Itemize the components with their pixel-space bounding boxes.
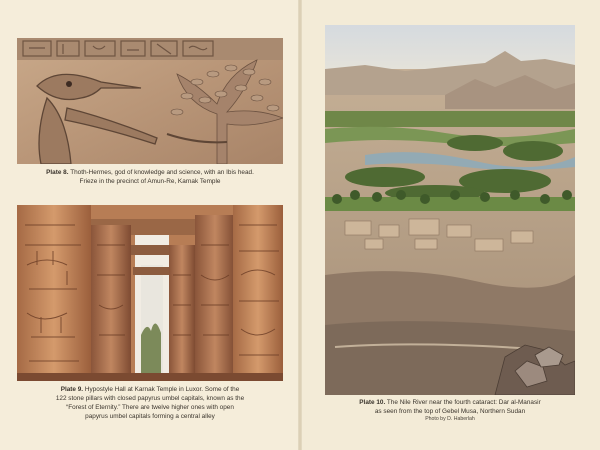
plate-9-image bbox=[17, 205, 283, 381]
book-gutter bbox=[298, 0, 302, 450]
plate-10-image bbox=[325, 25, 575, 395]
plate-8-caption bbox=[17, 168, 283, 186]
plate-9-line3: “Forest of Eternity.” There are twelve higher ones with open bbox=[66, 404, 234, 411]
plate-9-line2: 122 stone pillars with closed papyrus umbel capitals, known as the bbox=[55, 395, 245, 402]
plate-8-text: Thoth-Hermes, god of knowledge and science, with an Ibis head. bbox=[70, 169, 254, 176]
plate-10-credit: Photo by D. Haberlah bbox=[425, 416, 475, 422]
plate-10-text: The Nile River near the fourth cataract: Dar al-Manasir bbox=[386, 399, 541, 406]
plate-9-number: Plate 9. bbox=[60, 386, 84, 393]
plate-10-caption bbox=[320, 398, 580, 423]
plate-9-line4: papyrus umbel capitals forming a central alley bbox=[85, 413, 215, 420]
plate-8-number: Plate 8. bbox=[46, 169, 69, 176]
plate-8-line2: Frieze in the precinct of Amun-Re, Karnak Temple bbox=[79, 178, 221, 185]
plate-9-text: Hypostyle Hall at Karnak Temple in Luxor. Some of the bbox=[84, 386, 240, 393]
plate-9-caption bbox=[25, 385, 275, 421]
plate-8-image bbox=[17, 38, 283, 164]
plate-10-line2: as seen from the top of Gebel Musa, Northern Sudan bbox=[374, 408, 526, 415]
plate-10-number: Plate 10. bbox=[359, 399, 386, 406]
